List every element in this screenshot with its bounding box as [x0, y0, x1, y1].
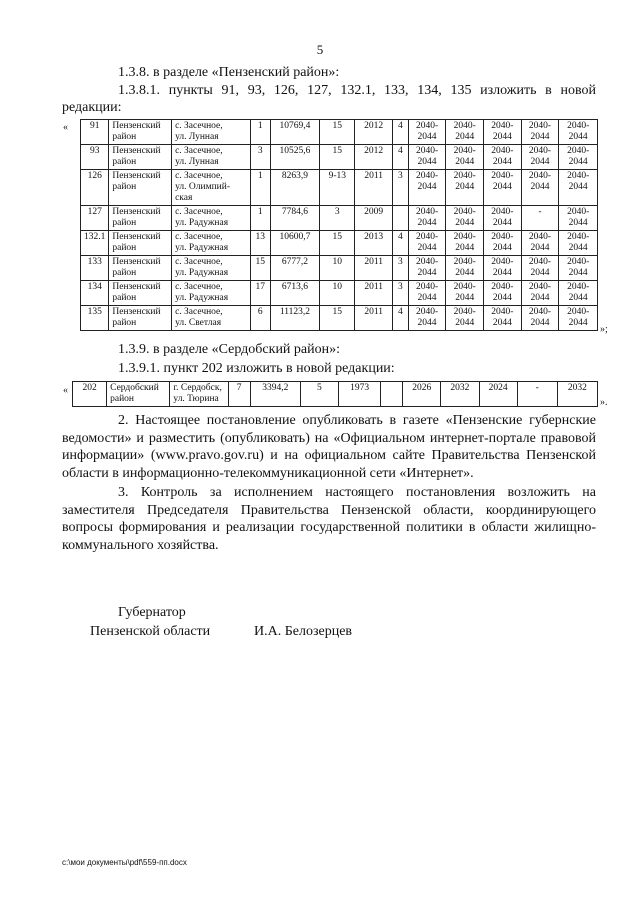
subheading-penza-line1: 1.3.8.1. пункты 91, 93, 126, 127, 132.1, 133, 134, 135 изложить в новой — [118, 83, 596, 98]
district-line: Пензенский — [112, 207, 161, 217]
address-line: ул. Радужная — [175, 293, 229, 303]
period-cell: - — [517, 382, 557, 407]
period-cell — [446, 206, 484, 231]
table-cell: 4 — [392, 145, 408, 170]
page-number: 5 — [316, 42, 324, 57]
table-cell: 4 — [392, 306, 408, 331]
address-cell — [172, 170, 251, 206]
table-cell: 2011 — [355, 281, 393, 306]
period-line: 2040- — [567, 171, 590, 181]
district-cell — [109, 170, 172, 206]
period-line: 2044 — [455, 318, 475, 328]
row-number: 91 — [81, 120, 109, 145]
period-cell — [521, 306, 559, 331]
open-quote-2: « — [63, 385, 68, 396]
period-cell — [559, 306, 598, 331]
period-line: 2040- — [453, 207, 476, 217]
period-line: 2040- — [415, 307, 439, 317]
table-cell: 10 — [320, 256, 355, 281]
period-cell — [408, 145, 446, 170]
district-line: Пензенский — [112, 171, 161, 181]
period-line: 2044 — [568, 243, 588, 253]
table-cell: 15 — [320, 231, 355, 256]
district-line: район — [112, 318, 137, 328]
period-line: 2040- — [567, 282, 590, 292]
table-cell: 1 — [250, 206, 270, 231]
table-cell: 2009 — [355, 206, 393, 231]
table-cell — [392, 206, 408, 231]
period-line: 2044 — [455, 243, 475, 253]
row-number: 135 — [81, 306, 109, 331]
period-line: 2044 — [417, 218, 437, 228]
table-cell: 17 — [250, 281, 270, 306]
address-line: ул. Олимпий- — [175, 182, 230, 192]
table-cell: 15 — [320, 145, 355, 170]
period-line: 2044 — [568, 218, 588, 228]
period-line: 2044 — [568, 157, 588, 167]
period-line: 2040- — [491, 171, 514, 181]
address-line: ул. Радужная — [175, 243, 229, 253]
period-line: 2044 — [568, 318, 588, 328]
period-cell — [559, 256, 598, 281]
period-line: 2044 — [530, 243, 550, 253]
row-number: 127 — [81, 206, 109, 231]
section-heading-serdobsk: 1.3.9. в разделе «Сердобский район»: — [118, 342, 341, 357]
district-line: Сердобский — [110, 383, 159, 393]
period-line: 2040- — [567, 207, 590, 217]
table-cell: 1 — [250, 120, 270, 145]
period-line: 2040- — [491, 307, 514, 317]
address-line: ская — [175, 193, 193, 203]
address-line: с. Засечное, — [175, 307, 223, 317]
period-cell — [446, 231, 484, 256]
address-line: с. Засечное, — [175, 257, 223, 267]
period-cell — [559, 120, 598, 145]
table-cell: 15 — [320, 120, 355, 145]
period-line: 2044 — [492, 182, 512, 192]
period-line: 2044 — [455, 218, 475, 228]
district-cell — [109, 206, 172, 231]
table-row — [81, 281, 598, 306]
table-cell: 2012 — [355, 145, 393, 170]
table-cell: 4 — [392, 231, 408, 256]
address-cell — [170, 382, 228, 407]
period-cell — [484, 170, 522, 206]
period-line: 2040- — [528, 146, 552, 156]
period-line: 2044 — [455, 157, 475, 167]
period-line: 2044 — [568, 132, 588, 142]
district-line: район — [110, 394, 135, 404]
period-cell — [408, 306, 446, 331]
table-cell: 3 — [320, 206, 355, 231]
period-line: 2044 — [417, 293, 437, 303]
address-line: ул. Радужная — [175, 218, 229, 228]
address-cell — [172, 206, 251, 231]
address-line: ул. Лунная — [175, 132, 219, 142]
period-cell — [408, 120, 446, 145]
row-number: 202 — [73, 382, 107, 407]
table-cell: 10525,6 — [270, 145, 320, 170]
period-cell — [521, 256, 559, 281]
period-cell — [521, 120, 559, 145]
period-line: 2040- — [567, 232, 590, 242]
district-line: район — [112, 243, 137, 253]
table-cell: 10769,4 — [270, 120, 320, 145]
table-cell: 7784,6 — [270, 206, 320, 231]
table-cell: 1973 — [338, 382, 380, 407]
period-cell — [521, 281, 559, 306]
period-line: 2040- — [415, 257, 439, 267]
period-line: 2040- — [528, 257, 552, 267]
footer-file-path: c:\мои документы\pdf\559-пп.docx — [62, 858, 187, 867]
subheading-penza-line2: редакции: — [62, 100, 122, 115]
period-cell — [408, 281, 446, 306]
address-cell — [172, 256, 251, 281]
period-cell — [408, 170, 446, 206]
period-line: 2044 — [492, 318, 512, 328]
close-quote-1: »; — [600, 324, 608, 335]
section-heading-penza: 1.3.8. в разделе «Пензенский район»: — [118, 65, 340, 80]
period-line: 2040- — [567, 307, 590, 317]
period-line: 2040- — [528, 171, 552, 181]
table-cell: 2011 — [355, 306, 393, 331]
period-cell — [446, 256, 484, 281]
address-cell — [172, 231, 251, 256]
period-line: 2044 — [455, 293, 475, 303]
period-line: 2044 — [530, 293, 550, 303]
address-line: с. Засечное, — [175, 207, 223, 217]
district-line: район — [112, 182, 137, 192]
period-cell — [559, 206, 598, 231]
period-line: 2040- — [491, 146, 514, 156]
period-cell — [484, 256, 522, 281]
period-cell — [521, 145, 559, 170]
period-line: 2044 — [530, 182, 550, 192]
address-line: г. Сердобск, — [173, 383, 222, 393]
period-line: 2040- — [415, 171, 439, 181]
table-cell: 15 — [250, 256, 270, 281]
district-line: район — [112, 157, 137, 167]
period-line: 2040- — [453, 257, 476, 267]
period-line: 2044 — [455, 132, 475, 142]
period-line: 2040- — [528, 282, 552, 292]
table-row — [81, 256, 598, 281]
district-cell — [109, 120, 172, 145]
period-cell — [484, 206, 522, 231]
district-line: Пензенский — [112, 282, 161, 292]
period-line: 2040- — [415, 146, 439, 156]
period-line: 2044 — [530, 132, 550, 142]
signature-title-line2: Пензенской области — [90, 624, 211, 639]
period-line: 2044 — [530, 318, 550, 328]
table-cell: 1 — [250, 170, 270, 206]
table-cell: 11123,2 — [270, 306, 320, 331]
period-line: 2040- — [415, 232, 439, 242]
period-line: 2044 — [455, 268, 475, 278]
district-line: Пензенский — [112, 146, 161, 156]
table-cell: 10600,7 — [270, 231, 320, 256]
district-cell — [107, 382, 170, 407]
address-line: с. Засечное, — [175, 146, 223, 156]
table-row — [81, 120, 598, 145]
period-cell — [559, 170, 598, 206]
row-number: 134 — [81, 281, 109, 306]
period-line: 2040- — [567, 146, 590, 156]
period-line: 2044 — [530, 268, 550, 278]
signature-name: И.А. Белозерцев — [254, 624, 353, 639]
period-cell — [521, 231, 559, 256]
period-line: 2040- — [453, 282, 476, 292]
address-line: с. Засечное, — [175, 232, 223, 242]
table-cell: 5 — [300, 382, 338, 407]
period-line: 2044 — [417, 318, 437, 328]
row-number: 133 — [81, 256, 109, 281]
period-line: 2040- — [415, 207, 439, 217]
table-cell: 3394,2 — [250, 382, 300, 407]
table-cell: 6 — [250, 306, 270, 331]
period-line: 2040- — [528, 121, 552, 131]
period-line: 2040- — [567, 121, 590, 131]
period-cell — [484, 231, 522, 256]
district-line: район — [112, 132, 137, 142]
period-cell — [446, 170, 484, 206]
table-cell: 3 — [392, 256, 408, 281]
row-number: 132.1 — [81, 231, 109, 256]
address-line: ул. Лунная — [175, 157, 219, 167]
district-cell — [109, 256, 172, 281]
close-quote-2: ». — [600, 397, 608, 408]
table-row — [81, 206, 598, 231]
period-line: 2040- — [491, 207, 514, 217]
period-line: 2044 — [568, 293, 588, 303]
period-line: 2044 — [417, 243, 437, 253]
table-cell: 9-13 — [320, 170, 355, 206]
paragraph-publication: 2. Настоящее постановление опубликовать в газете «Пензенские губернские ведомости» и разместить (опубликовать) на «Официальном интернет-портале правовой информации» (www.pravo.gov.ru) и на официальном сайте Правительства Пензенской области в информационно-телекоммуникационной сети «Интернет». — [62, 413, 596, 481]
period-line: 2040- — [491, 232, 514, 242]
period-line: 2044 — [530, 157, 550, 167]
period-line: 2044 — [417, 182, 437, 192]
period-line: 2044 — [492, 268, 512, 278]
period-line: 2040- — [453, 171, 476, 181]
table-cell: 3 — [392, 170, 408, 206]
period-cell — [408, 231, 446, 256]
period-cell — [484, 120, 522, 145]
district-cell — [109, 281, 172, 306]
district-line: Пензенский — [112, 121, 161, 131]
period-cell — [484, 281, 522, 306]
period-line: 2044 — [568, 182, 588, 192]
address-line: с. Засечное, — [175, 282, 223, 292]
period-line: 2044 — [492, 157, 512, 167]
district-line: Пензенский — [112, 257, 161, 267]
table-cell: 7 — [228, 382, 250, 407]
table-cell: 15 — [320, 306, 355, 331]
table-cell: 13 — [250, 231, 270, 256]
period-line: 2040- — [415, 121, 439, 131]
period-cell: 2032 — [557, 382, 597, 407]
table-cell: 3 — [250, 145, 270, 170]
period-cell — [446, 120, 484, 145]
period-line: 2044 — [417, 268, 437, 278]
address-line: ул. Светлая — [175, 318, 222, 328]
period-cell — [446, 306, 484, 331]
period-line: 2044 — [492, 293, 512, 303]
period-cell — [446, 281, 484, 306]
table-cell: 2011 — [355, 170, 393, 206]
address-cell — [172, 145, 251, 170]
district-line: район — [112, 218, 137, 228]
period-line: 2044 — [417, 132, 437, 142]
period-line: 2044 — [492, 243, 512, 253]
table-cell — [381, 382, 403, 407]
period-line: 2044 — [417, 157, 437, 167]
period-cell: 2026 — [403, 382, 441, 407]
period-cell — [521, 170, 559, 206]
table-cell: 10 — [320, 281, 355, 306]
district-cell — [109, 306, 172, 331]
table-row — [73, 382, 598, 407]
paragraph-control: 3. Контроль за исполнением настоящего постановления возложить на заместителя Председателя Правительства Пензенской области, координирующего вопросы формирования и реализации государственной политики в области жилищно-коммунального хозяйства. — [62, 485, 596, 553]
table-cell: 2011 — [355, 256, 393, 281]
district-cell — [109, 231, 172, 256]
period-line: 2040- — [528, 307, 552, 317]
period-line: 2044 — [492, 132, 512, 142]
period-line: 2040- — [453, 307, 476, 317]
district-cell — [109, 145, 172, 170]
subheading-serdobsk: 1.3.9.1. пункт 202 изложить в новой редакции: — [118, 361, 395, 376]
period-line: 2044 — [568, 268, 588, 278]
period-line: 2040- — [528, 232, 552, 242]
table-row — [81, 231, 598, 256]
address-cell — [172, 306, 251, 331]
period-line: 2044 — [492, 218, 512, 228]
table-cell: 2013 — [355, 231, 393, 256]
table-cell: 4 — [392, 120, 408, 145]
address-cell — [172, 281, 251, 306]
row-number: 126 — [81, 170, 109, 206]
period-cell: 2024 — [479, 382, 517, 407]
table-cell: 6713,6 — [270, 281, 320, 306]
table-row — [81, 145, 598, 170]
period-line: 2040- — [567, 257, 590, 267]
row-number: 93 — [81, 145, 109, 170]
period-cell — [559, 231, 598, 256]
address-line: с. Засечное, — [175, 171, 223, 181]
period-cell — [446, 145, 484, 170]
table-row — [81, 306, 598, 331]
period-cell: 2032 — [441, 382, 479, 407]
district-line: Пензенский — [112, 307, 161, 317]
penza-housing-table — [80, 119, 598, 331]
open-quote-1: « — [63, 122, 68, 133]
period-cell — [521, 206, 559, 231]
period-cell — [484, 145, 522, 170]
period-line: - — [538, 207, 542, 217]
address-line: с. Засечное, — [175, 121, 223, 131]
district-line: Пензенский — [112, 232, 161, 242]
period-line: 2040- — [491, 257, 514, 267]
table-row — [81, 170, 598, 206]
table-cell: 3 — [392, 281, 408, 306]
table-cell: 2012 — [355, 120, 393, 145]
period-line: 2040- — [453, 232, 476, 242]
period-cell — [484, 306, 522, 331]
address-line: ул. Радужная — [175, 268, 229, 278]
table-cell: 8263,9 — [270, 170, 320, 206]
district-line: район — [112, 268, 137, 278]
period-cell — [408, 256, 446, 281]
table-cell: 6777,2 — [270, 256, 320, 281]
period-line: 2040- — [491, 282, 514, 292]
period-line: 2040- — [415, 282, 439, 292]
period-cell — [559, 281, 598, 306]
period-line: 2040- — [491, 121, 514, 131]
period-line: 2040- — [453, 146, 476, 156]
period-line: 2040- — [453, 121, 476, 131]
period-cell — [408, 206, 446, 231]
period-cell — [559, 145, 598, 170]
address-line: ул. Тюрина — [173, 394, 219, 404]
signature-title-line1: Губернатор — [118, 605, 186, 620]
address-cell — [172, 120, 251, 145]
period-line: 2044 — [455, 182, 475, 192]
district-line: район — [112, 293, 137, 303]
serdobsk-housing-table — [72, 381, 598, 407]
